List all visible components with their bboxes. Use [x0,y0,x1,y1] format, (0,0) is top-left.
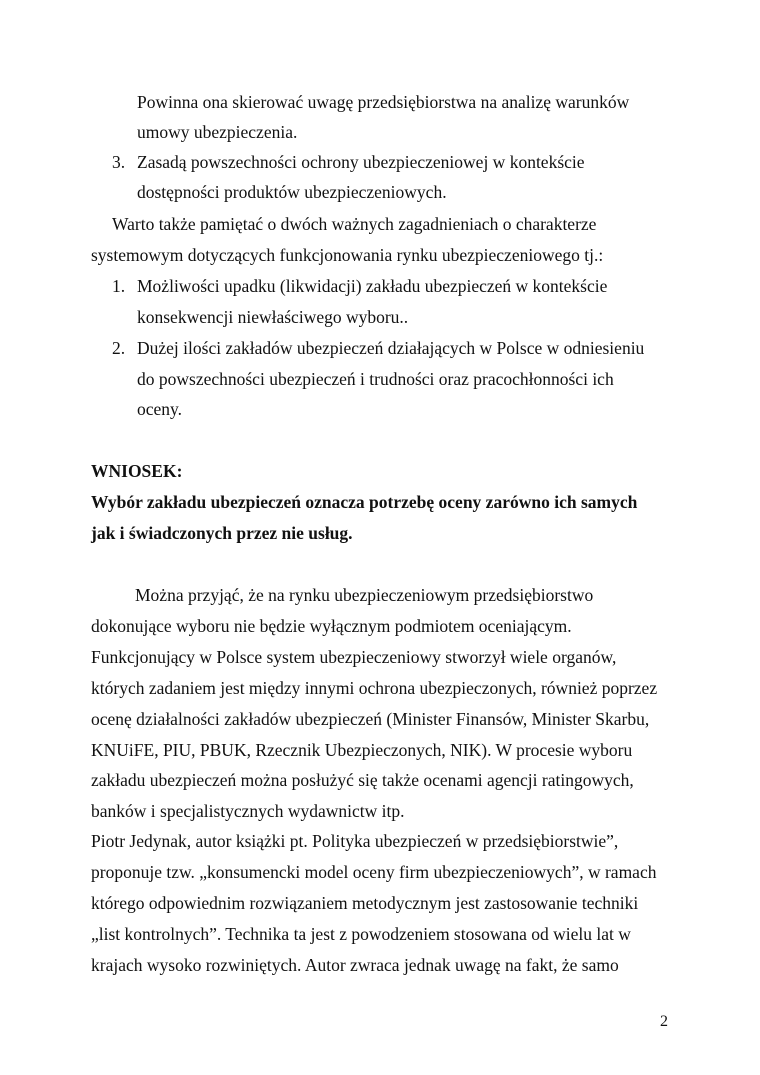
body-line: Funkcjonujący w Polsce system ubezpieczeniowy stworzył wiele organów, [91,647,617,667]
list-b-item-1-line: Możliwości upadku (likwidacji) zakładu ubezpieczeń w kontekście [137,276,608,296]
body-line: krajach wysoko rozwiniętych. Autor zwraca jednak uwagę na fakt, że samo [91,955,619,975]
body-line: ocenę działalności zakładów ubezpieczeń (Minister Finansów, Minister Skarbu, [91,709,650,729]
intro-line: systemowym dotyczących funkcjonowania rynku ubezpieczeniowego tj.: [91,245,604,265]
list-item-2-continuation-line: Powinna ona skierować uwagę przedsiębiorstwa na analizę warunków [137,92,630,112]
conclusion-line: Wybór zakładu ubezpieczeń oznacza potrzebę oceny zarówno ich samych [91,492,638,512]
list-b-item-1-line: konsekwencji niewłaściwego wyboru.. [137,307,409,327]
body-line: banków i specjalistycznych wydawnictw itp. [91,801,405,821]
conclusion-line: jak i świadczonych przez nie usług. [91,523,353,543]
list-b-item-2-line: Dużej ilości zakładów ubezpieczeń działających w Polsce w odniesieniu [137,338,645,358]
list-item-3-number: 3. [112,152,126,172]
page-number: 2 [660,1013,668,1030]
body-line: którego odpowiednim rozwiązaniem metodycznym jest zastosowanie techniki [91,893,639,913]
list-b-item-2-line: oceny. [137,399,183,419]
list-b-item-2-line: do powszechności ubezpieczeń i trudności oraz pracochłonności ich [137,369,614,389]
conclusion-heading: WNIOSEK: [91,461,183,481]
list-item-3-line: Zasadą powszechności ochrony ubezpieczeniowej w kontekście [137,152,585,172]
body-line: dokonujące wyboru nie będzie wyłącznym podmiotem oceniającym. [91,616,572,636]
body-line: Można przyjąć, że na rynku ubezpieczeniowym przedsiębiorstwo [135,585,594,605]
body-line: zakładu ubezpieczeń można posłużyć się także ocenami agencji ratingowych, [91,770,634,790]
list-item-3-line: dostępności produktów ubezpieczeniowych. [137,182,447,202]
list-b-item-1-number: 1. [112,276,126,296]
body-line: proponuje tzw. „konsumencki model oceny firm ubezpieczeniowych”, w ramach [91,862,657,882]
body-line: KNUiFE, PIU, PBUK, Rzecznik Ubezpieczonych, NIK). W procesie wyboru [91,740,633,760]
list-b-item-2-number: 2. [112,338,126,358]
body-line: Piotr Jedynak, autor książki pt. Polityka ubezpieczeń w przedsiębiorstwie”, [91,831,619,851]
body-line: „list kontrolnych”. Technika ta jest z powodzeniem stosowana od wielu lat w [91,924,631,944]
intro-line: Warto także pamiętać o dwóch ważnych zagadnieniach o charakterze [112,214,597,234]
body-line: których zadaniem jest między innymi ochrona ubezpieczonych, również poprzez [91,678,658,698]
list-item-2-continuation-line: umowy ubezpieczenia. [137,122,298,142]
